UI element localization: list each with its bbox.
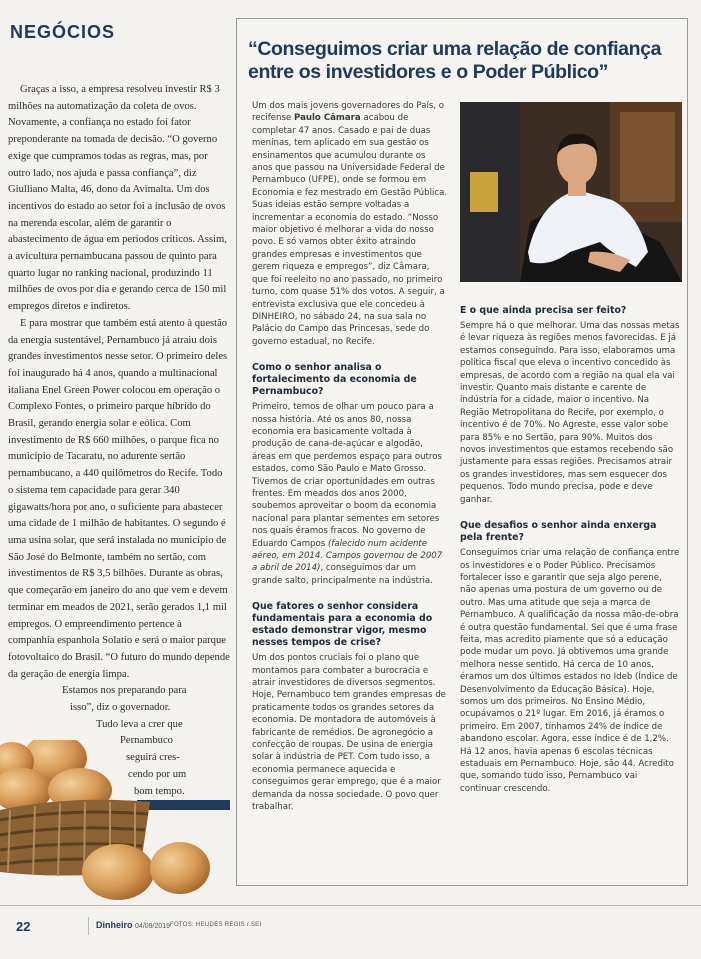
tail-line: seguirá cres- [126, 752, 180, 764]
page-number: 22 [16, 919, 31, 934]
article-paragraph: E para mostrar que também está atento à questão da energia sustentável, Pernambuco já atraiu dois grandes investimentos nesse setor. O primeiro deles foi inaugurado há 4 anos, quando a multinacional italiana Enel Green Power colocou em operação o Complexo Fontes, o primeiro parque híbrido do Brasil, gerando energia solar e eólica. Com investimento de R$ 660 milhões, o parque fica no município de Tacaratu, no adurente sertão pernambucano, a 440 quilômetros do Recife. Todo o sistema tem capacidade para gerar 340 gigawatts/hora por ano, o suficiente para abastecer uma cidade de 1 milhão de habitantes. O segundo é uma usina solar, que será instalada no município de São José do Belmonte, também no sertão, com investimentos de R$ 3,5 bilhões. Durante as obras, que começarão em janeiro do ano que vem e devem terminar em meados de 2021, serão gerados 1,1 mil empregos. O empreendimento pertence à companhia espanhola Solatio e será o maior parque fotovoltaico do Brasil. “O futuro do mundo depende da geração de energia limpa. [8, 317, 230, 680]
tail-line: cendo por um [128, 768, 187, 780]
question-heading: Que fatores o senhor considera fundamentais para a economia do estado demonstrar vigor, mesmo nesses tempos de crise? [252, 601, 433, 649]
interview-column-2 [460, 305, 680, 795]
question-heading: E o que ainda precisa ser feito? [460, 305, 627, 316]
intro-text: Um dos mais jovens governadores do País, o recifense [252, 101, 445, 124]
answer-text [252, 401, 448, 587]
tail-line: isso”, diz o governador. [70, 702, 171, 714]
eggs-basket-image [0, 740, 230, 905]
tail-line: Pernambuco [120, 735, 173, 747]
article-paragraph: Graças a isso, a empresa resolveu investir R$ 3 milhões na automatização da coleta de ovos. Novamente, a confiança no estado foi fator preponderante na tomada de decisão. “O governo exige que cumpramos todas as regras, mas, por outro lado, nos ajuda e passa confiança”, diz Giulliano Malta, 46, dono da Avimalta. Um dos incentivos do estado ao setor foi a inclusão de ovos na merenda escolar, além de garantir o abastecimento de água em períodos críticos. Assim, a avicultura pernambucana passou de quinto para quarto lugar no ranking nacional, produzindo 11 milhões de ovos por dia e gerando cerca de 150 mil empregos diretos e indiretos. [8, 84, 227, 313]
magazine-name [96, 920, 170, 930]
interview-headline: “Conseguimos criar uma relação de confiança entre os investidores e o Poder Público” [248, 38, 662, 83]
photo-credit: FOTOS: HEUDES REGIS / SEI [170, 922, 262, 928]
page-footer [0, 905, 701, 935]
answer-aside: (falecido num acidente aéreo, em 2014. Campos governou de 2007 a abril de 2014) [252, 538, 443, 574]
tail-line: Estamos nos preparando para [62, 685, 187, 697]
answer-text: Um dos pontos cruciais foi o plano que montamos para combater a burocracia e atrair investidores de diversos segmentos. Hoje, Pernambuco tem grandes empresas de praticamente todos os grandes setores da economia. De montadora de automóveis à fabricante de remédios. De agronegócio a confecção de roupas. De usina de energia solar à indústria de PET. Com tudo isso, a economia permanece aquecida e conseguimos gerar emprego, que é a maior demanda da nossa sociedade. O povo quer trabalhar. [252, 653, 446, 813]
answer-text: Sempre há o que melhorar. Uma das nossas metas é levar riqueza às regiões menos favorecidas. E já estamos conseguindo. Para isso, elaboramos uma política fiscal que eleva o incentivo concedido às empresas, de acordo com a região na qual ela vai investir. Quanto mais distante e carente de indústria for a cidade, maior o incentivo. Na Região Metropolitana do Recife, por exemplo, o incentivo é de 70%. No Agreste, esse valor sobe para 85% e no Sertão, para 90%. Muitos dos novos investimentos que estamos recebendo são justamente para essas regiões. Precisamos atrair os grandes investidores, mas sem esquecer dos pequenos. Todo mundo precisa, pode e deve ganhar. [460, 321, 680, 505]
magazine-title: Dinheiro [96, 920, 133, 930]
interview-column-1 [252, 100, 448, 814]
answer-end: , conseguimos dar um grande salto, principalmente na indústria. [252, 563, 433, 586]
interview-intro [252, 100, 448, 348]
question-heading: Que desafios o senhor ainda enxerga pela frente? [460, 520, 657, 544]
governor-photo [460, 102, 682, 282]
issue-date: 04/09/2019 [135, 923, 171, 930]
footer-divider [88, 917, 89, 935]
answer-text: Conseguimos criar uma relação de confiança entre os investidores e o Poder Público. Precisamos fortalecer isso e garantir que seja algo perene, não apenas uma postura de um governo ou de outro. Mas uma atitude que seja a marca de Pernambuco. A qualificação da nossa mão-de-obra é outra questão fundamental. Sei que é uma frase feita, mas acredito piamente que só a educação pode mudar um povo. Já obtivemos uma grande melhora nesse sentido. Há cerca de 10 anos, éramos um dos últimos estados no Ideb (Índice de Desenvolvimento da Educação Básica). Hoje, somos um dos primeiros. No Ensino Médio, ocupávamos o 21º lugar. Em 2016, já éramos o primeiro. Em 2007, tínhamos 24% de índice de abandono escolar. Agora, esse índice é de 1,2%. Há 12 anos, havia apenas 6 escolas técnicas estaduais em Pernambuco. Hoje, são 44. Acredito que, somando tudo isso, Pernambuco vai continuar crescendo. [460, 548, 680, 794]
tail-last-text: bom tempo. [134, 785, 185, 797]
footer-rule [0, 905, 701, 906]
left-article-column [8, 82, 230, 810]
question-heading: Como o senhor analisa o fortalecimento da economia de Pernambuco? [252, 362, 417, 398]
answer-body: Primeiro, temos de olhar um pouco para a nossa história. Até os anos 80, nossa economia era basicamente voltada à produção de cana-de-açúcar e algodão, áreas em que perdemos espaço para outros estados, como São Paulo e Mato Grosso. Tivemos de criar oportunidades em outras frentes. Em meados dos anos 2000, soubemos aproveitar o boom da economia nacional para plantar sementes em setores nos quais éramos fracos. No governo de Eduardo Campos [252, 402, 442, 549]
tail-line: Tudo leva a crer que [96, 718, 183, 730]
intro-text-continued: acabou de completar 47 anos. Casado e pai de duas meninas, tem aplicado em sua gestão os ensinamentos que acumulou durante os anos que passou na Universidade Federal de Pernambuco (UFPE), onde se formou em Economia e fez mestrado em Gestão Pública. Suas ideias estão sempre voltadas a incrementar a economia do estado. “Nosso maior objetivo é melhorar a vida do nosso povo. E só vamos obter êxito atraindo grandes empresas e investimentos que gerem riqueza e empregos”, diz Câmara, que foi reeleito no ano passado, no primeiro turno, com quase 51% dos votos. A seguir, a entrevista exclusiva que ele concedeu à DINHEIRO, no sábado 24, na sua sala no Palácio do Campo das Princesas, sede do governo estadual, no Recife. [252, 113, 448, 347]
governor-name: Paulo Câmara [294, 113, 361, 124]
section-title: NEGÓCIOS [10, 22, 116, 42]
